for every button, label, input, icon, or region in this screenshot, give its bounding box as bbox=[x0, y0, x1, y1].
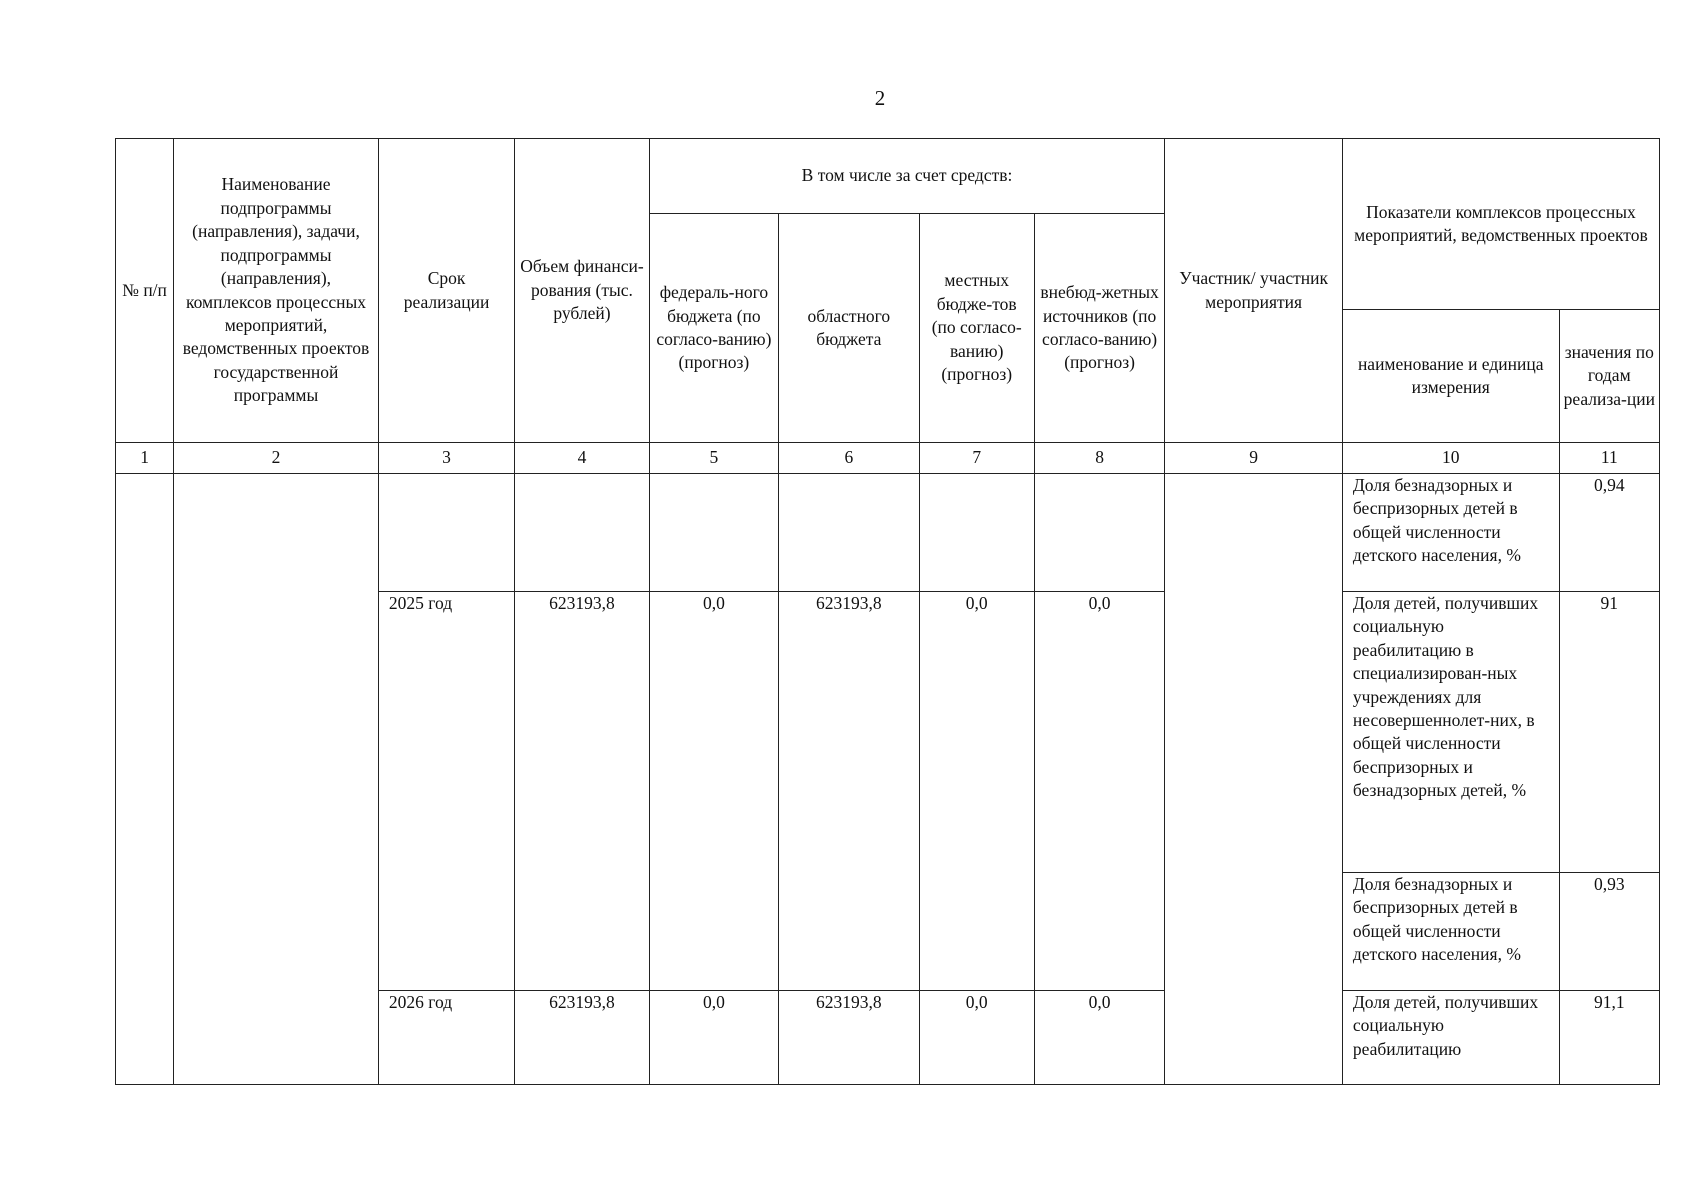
cell-extrabudget: 0,0 bbox=[1034, 991, 1164, 1085]
cell-volume: 623193,8 bbox=[515, 991, 649, 1085]
cell-indicator-value: 0,93 bbox=[1559, 873, 1659, 991]
column-number: 1 bbox=[116, 443, 174, 474]
cell-local bbox=[919, 474, 1034, 592]
column-number: 11 bbox=[1559, 443, 1659, 474]
cell-regional: 623193,8 bbox=[779, 592, 919, 991]
header-number: № п/п bbox=[116, 139, 174, 443]
header-indicator-name: наименование и единица измерения bbox=[1342, 310, 1559, 443]
cell-volume bbox=[515, 474, 649, 592]
cell-indicator-value: 91 bbox=[1559, 592, 1659, 873]
header-period: Срок реализации bbox=[378, 139, 514, 443]
cell-indicator-name: Доля безнадзорных и беспризорных детей в общей численности детского населения, % bbox=[1342, 474, 1559, 592]
cell-local: 0,0 bbox=[919, 991, 1034, 1085]
column-number: 8 bbox=[1034, 443, 1164, 474]
cell-indicator-value: 0,94 bbox=[1559, 474, 1659, 592]
column-number: 5 bbox=[649, 443, 778, 474]
header-participant: Участник/ участник мероприятия bbox=[1165, 139, 1343, 443]
header-local: местных бюдже-тов (по согласо-ванию) (прогноз) bbox=[919, 214, 1034, 443]
cell-extrabudget: 0,0 bbox=[1034, 592, 1164, 991]
cell-local: 0,0 bbox=[919, 592, 1034, 991]
cell-year bbox=[378, 474, 514, 592]
cell-federal: 0,0 bbox=[649, 991, 778, 1085]
column-number: 7 bbox=[919, 443, 1034, 474]
header-name: Наименование подпрограммы (направления), задачи, подпрограммы (направления), комплексов процессных мероприятий, ведомственных проектов государственной программы bbox=[174, 139, 379, 443]
column-number: 9 bbox=[1165, 443, 1343, 474]
cell-federal bbox=[649, 474, 778, 592]
header-volume: Объем финанси-рования (тыс. рублей) bbox=[515, 139, 649, 443]
cell-name bbox=[174, 474, 379, 1085]
column-number: 4 bbox=[515, 443, 649, 474]
cell-indicator-value: 91,1 bbox=[1559, 991, 1659, 1085]
cell-number bbox=[116, 474, 174, 1085]
page-number: 2 bbox=[874, 86, 886, 110]
column-number: 3 bbox=[378, 443, 514, 474]
cell-indicator-name: Доля безнадзорных и беспризорных детей в общей численности детского населения, % bbox=[1342, 873, 1559, 991]
header-indicators-group: Показатели комплексов процессных мероприятий, ведомственных проектов bbox=[1342, 139, 1659, 310]
cell-federal: 0,0 bbox=[649, 592, 778, 991]
cell-extrabudget bbox=[1034, 474, 1164, 592]
header-regional: областного бюджета bbox=[779, 214, 919, 443]
column-numbers-row bbox=[116, 443, 1660, 474]
header-indicator-values: значения по годам реализа-ции bbox=[1559, 310, 1659, 443]
cell-year: 2026 год bbox=[378, 991, 514, 1085]
column-number: 6 bbox=[779, 443, 919, 474]
cell-indicator-name: Доля детей, получивших социальную реабилитацию в специализирован-ных учреждениях для несовершеннолет-них, в общей численности беспризорных и безнадзорных детей, % bbox=[1342, 592, 1559, 873]
table-row bbox=[116, 474, 1660, 592]
financing-table bbox=[115, 138, 1660, 1085]
header-extrabudget: внебюд-жетных источников (по согласо-ванию) (прогноз) bbox=[1034, 214, 1164, 443]
header-sources-group: В том числе за счет средств: bbox=[649, 139, 1165, 214]
column-number: 2 bbox=[174, 443, 379, 474]
cell-year: 2025 год bbox=[378, 592, 514, 991]
cell-indicator-name: Доля детей, получивших социальную реабилитацию bbox=[1342, 991, 1559, 1085]
header-federal: федераль-ного бюджета (по согласо-ванию) (прогноз) bbox=[649, 214, 778, 443]
cell-regional bbox=[779, 474, 919, 592]
column-number: 10 bbox=[1342, 443, 1559, 474]
cell-volume: 623193,8 bbox=[515, 592, 649, 991]
cell-regional: 623193,8 bbox=[779, 991, 919, 1085]
cell-participant bbox=[1165, 474, 1343, 1085]
